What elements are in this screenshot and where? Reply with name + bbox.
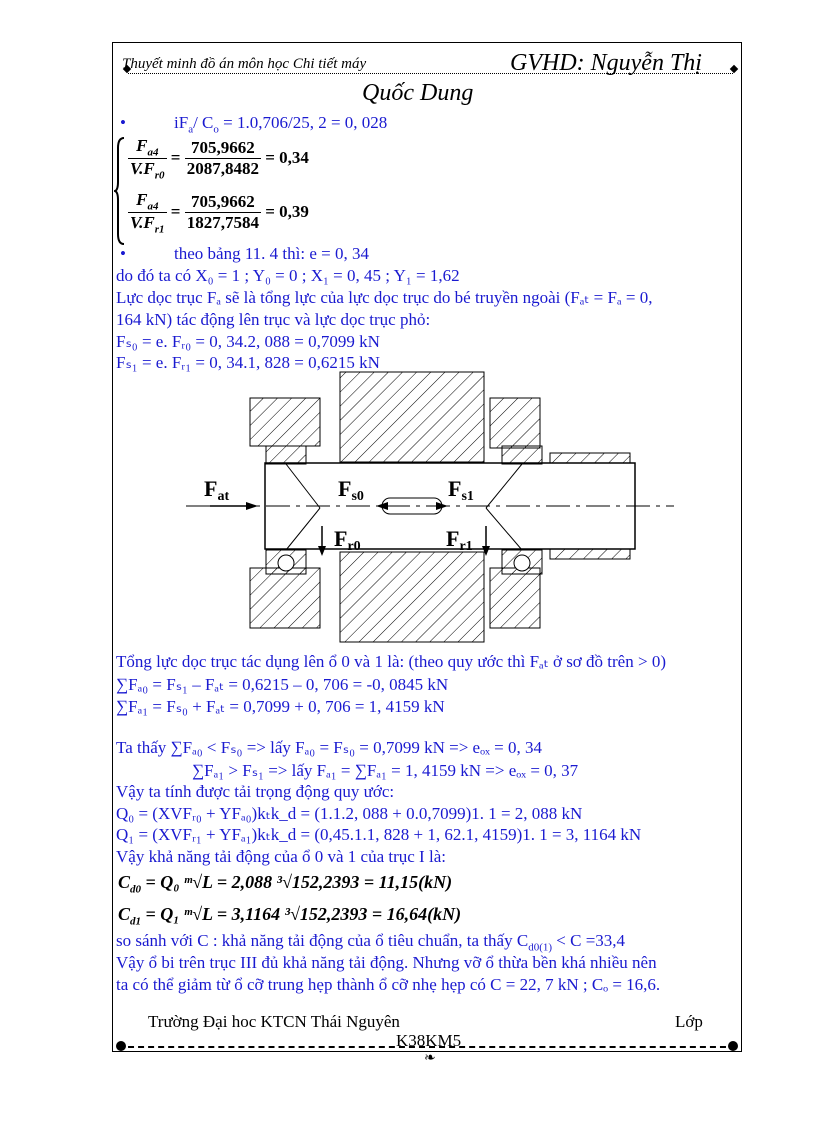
axial-text-2: 164 kN) tác động lên trục và lực dọc trục phỏ: [116,310,431,329]
label-fs1: Fs1 [448,476,474,504]
footer-class-label: Lớp [675,1012,703,1031]
system-brace [114,136,126,246]
footer-rule [118,1046,736,1048]
bearing-1-top [502,446,542,464]
fr0-arrowhead [318,546,326,556]
footer-ornament-icon: ❧ [424,1051,436,1066]
table-line: theo bảng 11. 4 thì: e = 0, 34 [174,244,369,263]
bearing-diagram [180,368,680,648]
header-instructor: GVHD: Nguyễn Thị [510,50,702,76]
capacity-intro-line: Vậy khả năng tải động của ổ 0 và 1 của trục I là: [116,847,446,866]
right-housing-top [490,398,540,448]
bearing-0-ball [278,555,294,571]
compare-line-1: ∑Fₐ₁ > Fₛ₁ => lấy Fₐ₁ = ∑Fₐ₁ = 1, 4159 kN => eₒₓ = 0, 37 [192,761,579,780]
coupling-bottom [550,549,630,559]
label-fr1: Fr1 [446,526,473,554]
label-fs0: Fs0 [338,476,364,504]
label-fr0: Fr0 [334,526,361,554]
left-housing-bottom [250,568,320,628]
footer-ball-left [116,1041,126,1051]
bearing-1-ball [514,555,530,571]
cd1-formula: $C_{d1} = Q_1$ ᵐ√L = 3,1164 ³√152,2393 = 16,64(kN) [118,904,462,928]
sum-fa0-line: ∑Fₐ₀ = Fₛ₁ – Fₐₜ = 0,6215 – 0, 706 = -0, 0845 kN [116,675,449,694]
q0-line: Q₀ = (XVFᵣ₀ + YFₐ₀)kₜk_d = (1.1.2, 088 + 0.0,7099)1. 1 = 2, 088 kN [116,804,583,823]
compare-line-0: Ta thấy ∑Fₐ₀ < Fₛ₀ => lấy Fₐ₀ = Fₛ₀ = 0,7099 kN => eₒₓ = 0, 34 [116,738,543,757]
gear-hub-bottom [340,552,484,642]
ratio-formula-1: $\frac{F_{a4}}{V.F_{r1}}$ = $\frac{705,9662}{1827,7584}$ = 0,39 [130,190,309,236]
fat-arrowhead [246,502,258,510]
cd0-formula: $C_{d0} = Q_0$ ᵐ√L = 2,088 ³√152,2393 = 11,15(kN) [118,872,453,896]
footer-class-code: K38KM5 [396,1031,462,1050]
left-housing-top [250,398,320,446]
conclusion-line-2: ta có thể giảm từ ổ cỡ trung hẹp thành ổ cỡ nhẹ hẹp có C = 22, 7 kN ; Cₒ = 16,6. [116,975,661,994]
q1-line: Q₁ = (XVFᵣ₁ + YFₐ₁)kₜk_d = (0,45.1.1, 828 + 1, 62.1, 4159)1. 1 = 3, 1164 kN [116,825,642,844]
conclusion-line-1: Vậy ổ bi trên trục III đủ khả năng tải động. Nhưng vỡ ổ thừa bền khá nhiều nên [116,953,657,972]
ratio-line: $iF_a/$ $C_o = 1.0,706/25$, 2 = 0, 028 [174,113,388,136]
label-fat: Fat [204,476,230,504]
header-rule [128,73,733,74]
coeff-line: do đó ta có X₀ = 1 ; Y₀ = 0 ; X₁ = 0, 45 ; Y₁ = 1,62 [116,266,460,285]
footer-school: Trường Đại hoc KTCN Thái Nguyên [148,1012,400,1031]
ratio-formula-0: $\frac{F_{a4}}{V.F_{r0}}$ = $\frac{705,9662}{2087,8482}$ = 0,34 [130,136,309,182]
header-left-title: Thuyết minh đồ án môn học Chi tiết máy [122,56,367,72]
axial-text-1: Lực dọc trục Fₐ sẽ là tổng lực của lực dọc trục do bé truyền ngoài (Fₐₜ = Fₐ = 0, [116,288,653,307]
compare-capacity-line: so sánh với C : khả năng tải động của ổ tiêu chuẩn, ta thấy $C_{d0(1)} < C =33,4$ [116,931,626,954]
sum-fa1-line: ∑Fₐ₁ = Fₛ₀ + Fₐₜ = 0,7099 + 0, 706 = 1, 4159 kN [116,697,445,716]
total-axial-line: Tổng lực dọc trục tác dụng lên ổ 0 và 1 là: (theo quy ước thì Fₐₜ ở sơ đồ trên > 0) [116,652,666,671]
coupling-top [550,453,630,463]
header-instructor-line2: Quốc Dung [362,80,474,106]
load-intro-line: Vậy ta tính được tải trọng động quy ước: [116,782,395,801]
fs0-line: Fₛ₀ = e. Fᵣ₀ = 0, 34.2, 088 = 0,7099 kN [116,332,380,351]
footer-ball-right [728,1041,738,1051]
right-housing-bottom [490,568,540,628]
fs1-line: Fₛ₁ = e. Fᵣ₁ = 0, 34.1, 828 = 0,6215 kN [116,353,380,372]
bearing-0-top [266,446,306,464]
bullet-1: • [120,113,126,132]
bullet-2: • [120,244,126,263]
gear-hub-top [340,372,484,462]
